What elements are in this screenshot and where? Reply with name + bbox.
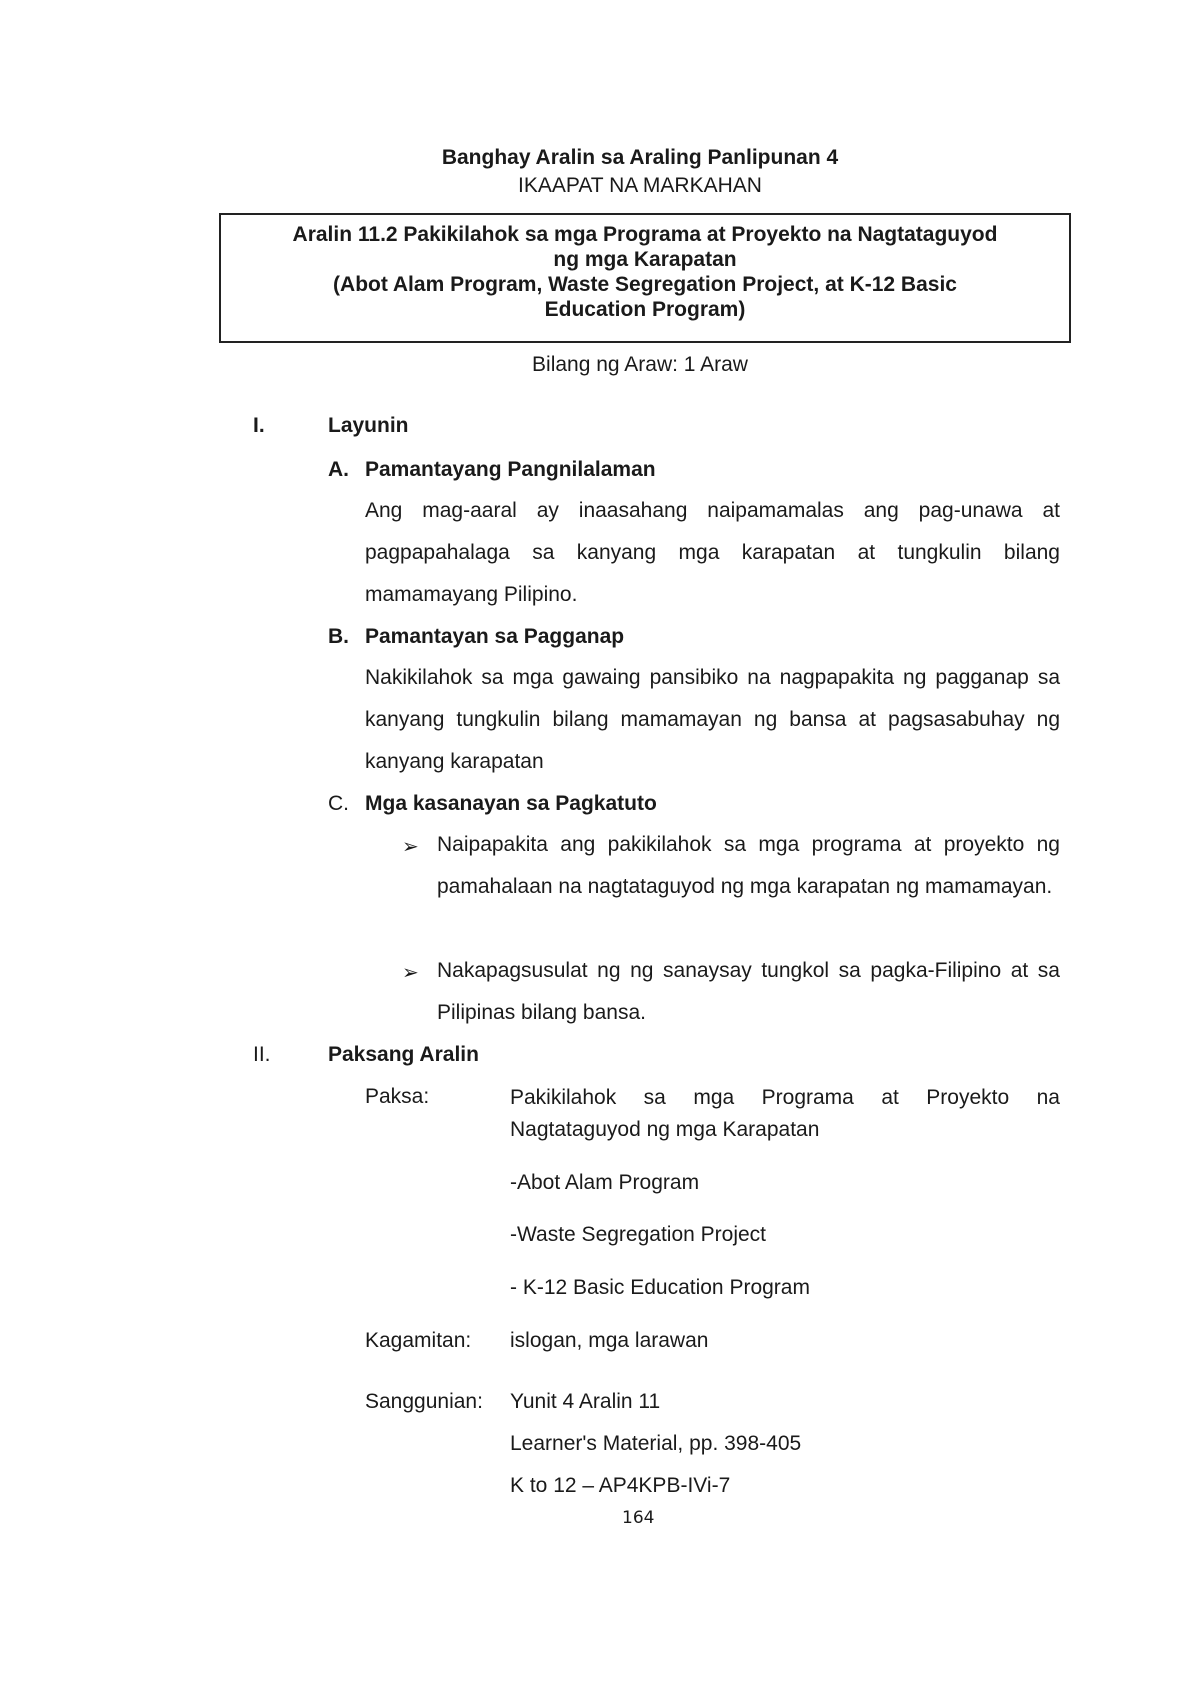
subsection-a-heading: Pamantayang Pangnilalaman (365, 458, 656, 481)
paksa-item: -Abot Alam Program (510, 1171, 700, 1194)
sanggunian-line: K to 12 – AP4KPB-IVi-7 (510, 1474, 731, 1497)
section-2-numeral: II. (253, 1043, 271, 1066)
skill-bullet-1: Naipapakita ang pakikilahok sa mga programa at proyekto ng pamahalaan na nagtataguyod ng mga karapatan ng mamamayan. (437, 833, 1060, 898)
paksa-label: Paksa: (365, 1085, 430, 1108)
paksa-text: Pakikilahok sa mga Programa at Proyekto na Nagtataguyod ng mga Karapatan (510, 1086, 1060, 1141)
paksa-item: - K-12 Basic Education Program (510, 1276, 810, 1299)
kagamitan-text: islogan, mga larawan (510, 1329, 709, 1352)
lesson-title-box (219, 213, 1071, 343)
lesson-title-line-4: Education Program) (544, 298, 746, 321)
subsection-c-heading: Mga kasanayan sa Pagkatuto (365, 792, 657, 815)
section-1-heading: Layunin (328, 414, 409, 437)
sanggunian-line: Learner's Material, pp. 398-405 (510, 1432, 802, 1455)
section-1-numeral: I. (253, 414, 265, 437)
page-number: 164 (622, 1508, 655, 1528)
arrow-bullet-icon: ➢ (402, 962, 419, 984)
quarter-label: IKAAPAT NA MARKAHAN (518, 174, 762, 197)
subsection-b-letter: B. (328, 625, 349, 648)
subsection-b-text: Nakikilahok sa mga gawaing pansibiko na nagpapakita ng pagganap sa kanyang tungkulin bilang mamamayan ng bansa at pagsasabuhay ng kanyang karapatan (365, 666, 1060, 773)
section-2-heading: Paksang Aralin (328, 1043, 479, 1066)
subsection-c-letter: C. (328, 792, 349, 815)
kagamitan-label: Kagamitan: (365, 1329, 472, 1352)
lesson-title-line-2: ng mga Karapatan (553, 248, 737, 271)
days-count: Bilang ng Araw: 1 Araw (532, 353, 748, 376)
sanggunian-line: Yunit 4 Aralin 11 (510, 1390, 661, 1413)
subsection-b-heading: Pamantayan sa Pagganap (365, 625, 625, 648)
sanggunian-label: Sanggunian: (365, 1390, 483, 1413)
subsection-a-letter: A. (328, 458, 349, 481)
lesson-title-line-1: Aralin 11.2 Pakikilahok sa mga Programa at Proyekto na Nagtataguyod (292, 223, 998, 246)
document-title: Banghay Aralin sa Araling Panlipunan 4 (441, 146, 839, 169)
paksa-item: -Waste Segregation Project (510, 1223, 767, 1246)
arrow-bullet-icon: ➢ (402, 836, 419, 858)
skill-bullet-2: Nakapagsusulat ng ng sanaysay tungkol sa pagka-Filipino at sa Pilipinas bilang bansa. (437, 959, 1060, 1024)
subsection-a-text: Ang mag-aaral ay inaasahang naipamamalas ang pag-unawa at pagpapahalaga sa kanyang mga karapatan at tungkulin bilang mamamayang Pilipino. (365, 499, 1060, 606)
lesson-title-line-3: (Abot Alam Program, Waste Segregation Project, at K-12 Basic (333, 273, 957, 296)
